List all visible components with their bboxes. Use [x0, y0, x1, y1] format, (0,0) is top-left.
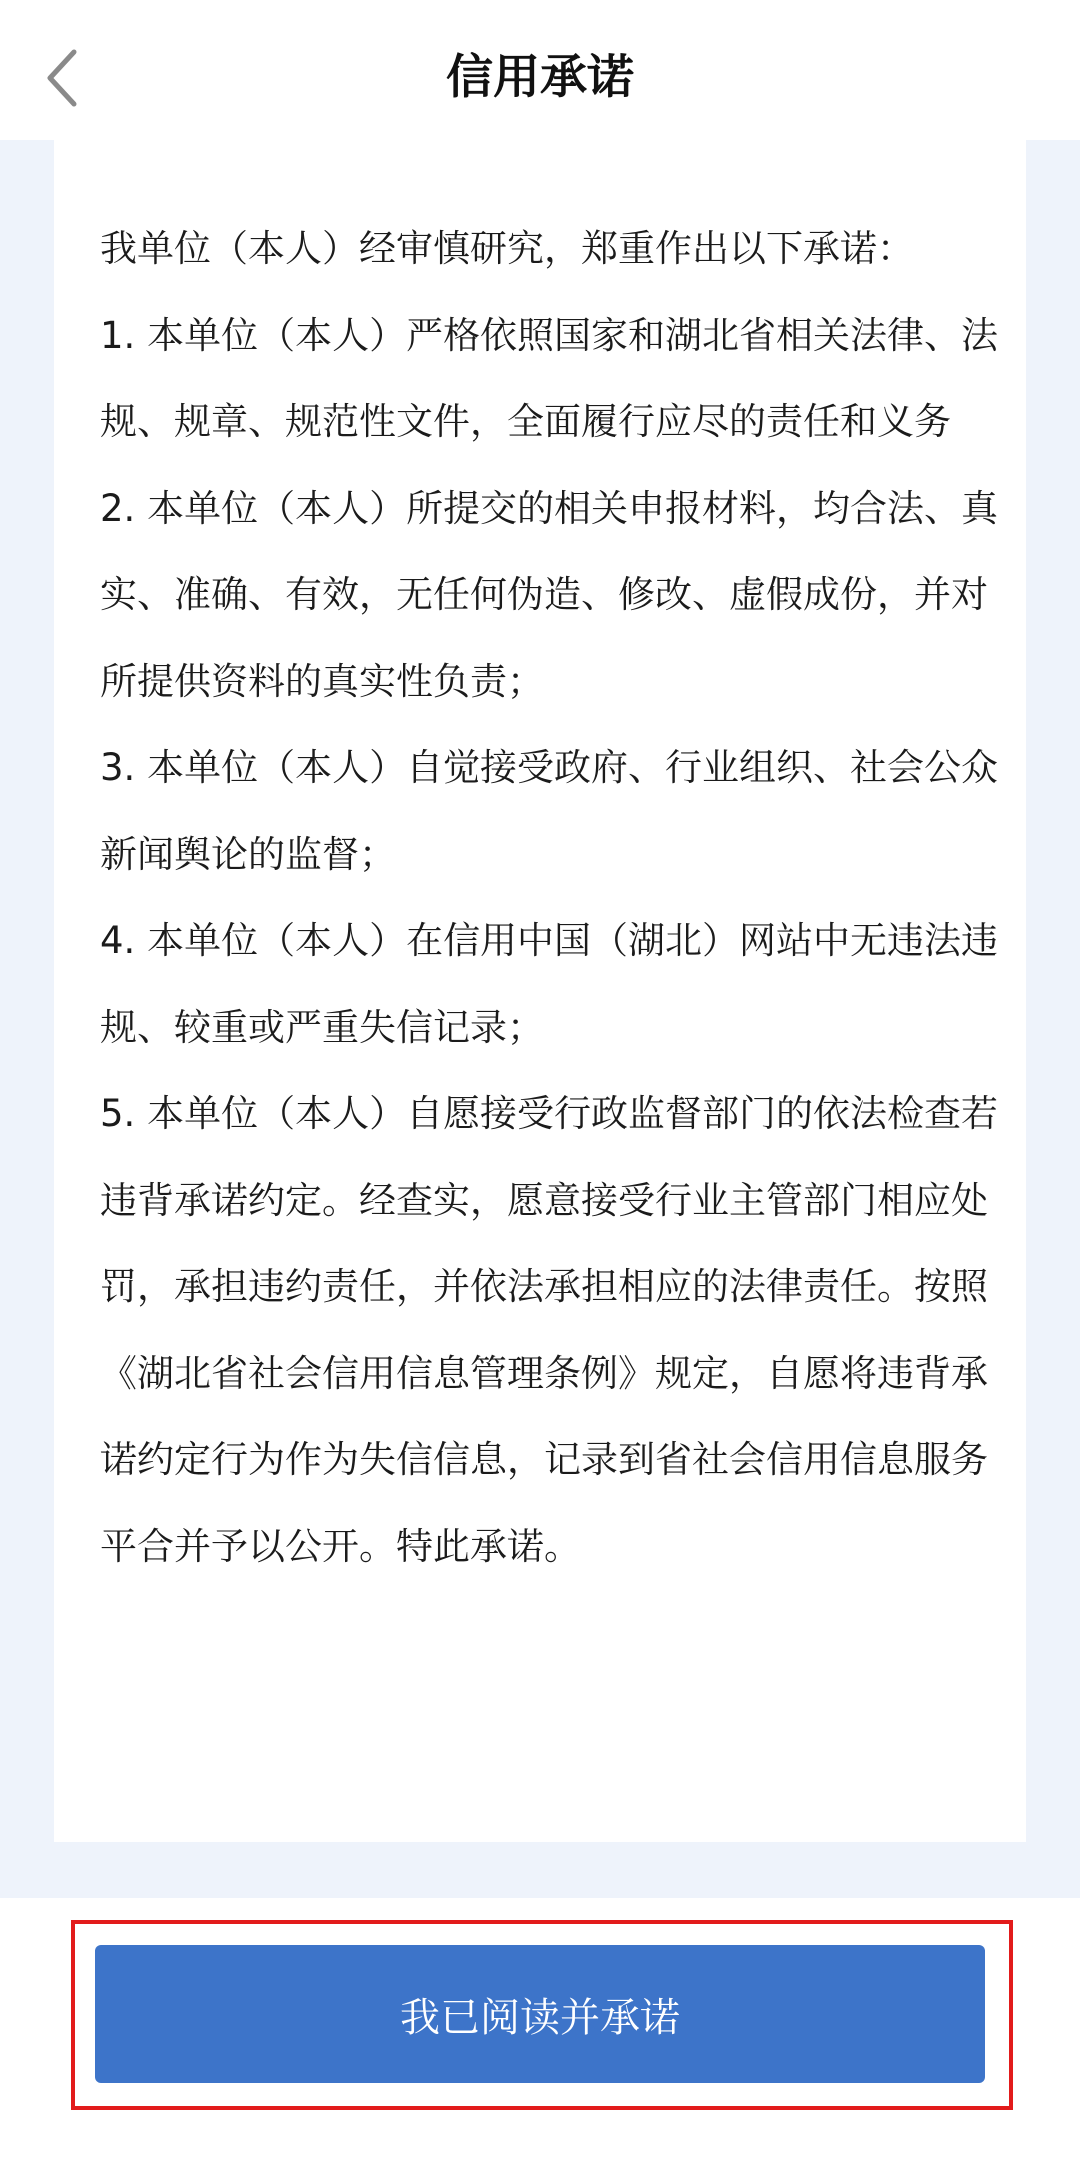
commitment-item-4: 4. 本单位（本人）在信用中国（湖北）网站中无违法违规、较重或严重失信记录； — [100, 919, 999, 1049]
commitment-item-5: 5. 本单位（本人）自愿接受行政监督部门的依法检查若违背承诺约定。经查实，愿意接受行业主管部门相应处罚，承担违约责任，并依法承担相应的法律责任。按照《湖北省社会信用信息管理条例》规定，自愿将违背承诺约定行为作为失信信息，记录到省社会信用信息服务平合并予以公开。特此承诺。 — [100, 1092, 999, 1568]
page-title: 信用承诺 — [446, 50, 634, 105]
commitment-item-3: 3. 本单位（本人）自觉接受政府、行业组织、社会公众新闻舆论的监督； — [100, 746, 999, 876]
commitment-item-2: 2. 本单位（本人）所提交的相关申报材料，均合法、真实、准确、有效，无任何伪造、修改、虚假成份，并对所提供资料的真实性负责； — [100, 486, 999, 703]
commitment-text — [100, 206, 1000, 1590]
navigation-bar — [0, 0, 1080, 140]
confirm-commitment-button[interactable]: 我已阅读并承诺 — [95, 1945, 985, 2083]
commitment-item-1: 1. 本单位（本人）严格依照国家和湖北省相关法律、法规、规章、规范性文件，全面履行应尽的责任和义务 — [100, 313, 999, 443]
commitment-card[interactable] — [54, 140, 1026, 1842]
commitment-intro: 我单位（本人）经审慎研究，郑重作出以下承诺： — [100, 227, 914, 270]
